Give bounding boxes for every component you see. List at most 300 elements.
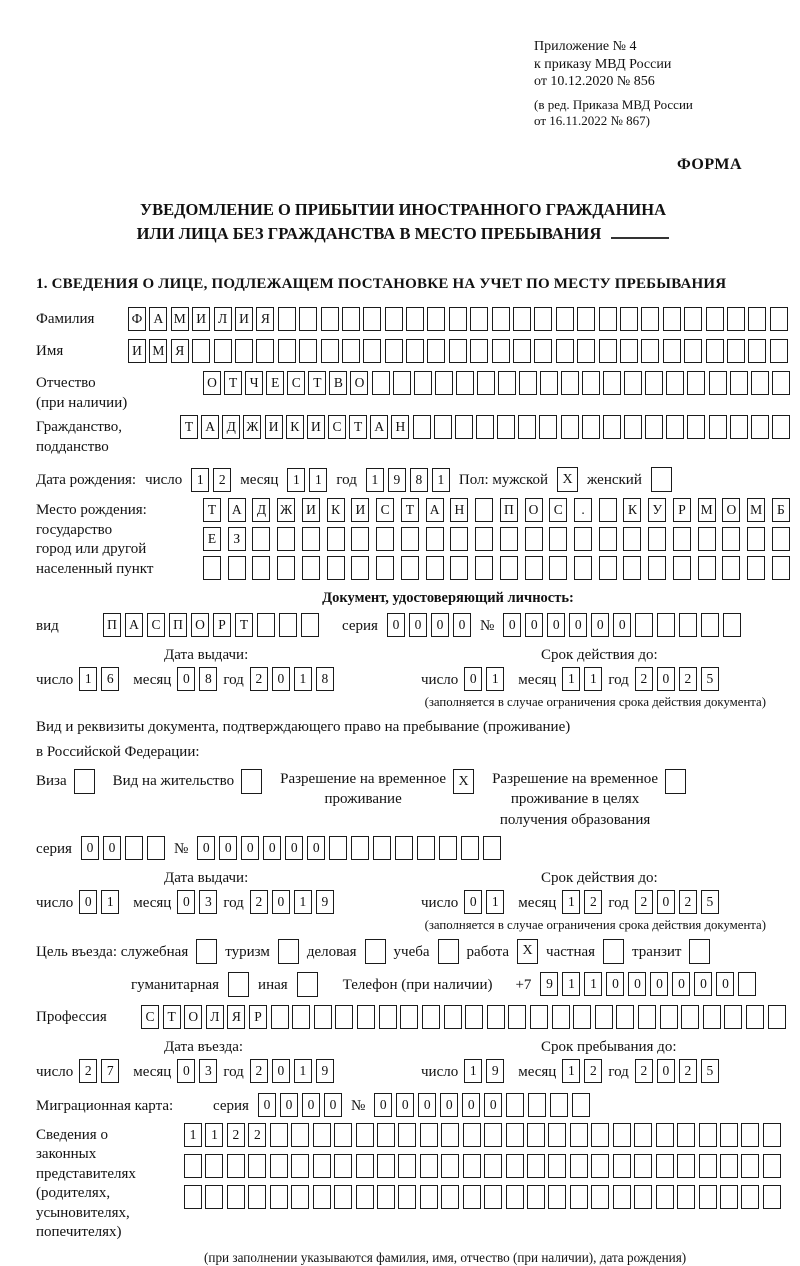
char-cell[interactable] — [747, 556, 765, 580]
char-cell[interactable] — [373, 836, 391, 860]
char-cell[interactable] — [292, 1005, 310, 1029]
char-cell[interactable]: Е — [203, 527, 221, 551]
char-cell[interactable] — [751, 371, 769, 395]
char-cell[interactable] — [376, 527, 394, 551]
char-cell[interactable] — [703, 1005, 721, 1029]
char-cell[interactable]: М — [747, 498, 765, 522]
char-cell[interactable] — [684, 307, 702, 331]
char-cell[interactable]: 2 — [584, 1059, 602, 1083]
char-cell[interactable] — [556, 307, 574, 331]
char-cell[interactable] — [334, 1154, 352, 1178]
char-cell[interactable] — [663, 339, 681, 363]
char-cell[interactable] — [301, 613, 319, 637]
char-cell[interactable] — [641, 307, 659, 331]
char-cell[interactable] — [465, 1005, 483, 1029]
char-cell[interactable] — [463, 1154, 481, 1178]
char-cell[interactable]: А — [149, 307, 167, 331]
char-cell[interactable] — [556, 339, 574, 363]
char-cell[interactable] — [677, 1185, 695, 1209]
char-cell[interactable]: К — [623, 498, 641, 522]
char-cell[interactable] — [351, 836, 369, 860]
char-cell[interactable] — [291, 1123, 309, 1147]
char-cell[interactable] — [484, 1185, 502, 1209]
char-cell[interactable] — [673, 527, 691, 551]
char-cell[interactable] — [530, 1005, 548, 1029]
char-cell[interactable]: 0 — [606, 972, 624, 996]
char-cell[interactable]: . — [574, 498, 592, 522]
char-cell[interactable] — [572, 1093, 590, 1117]
char-cell[interactable]: Р — [673, 498, 691, 522]
char-cell[interactable] — [356, 1123, 374, 1147]
char-cell[interactable] — [591, 1154, 609, 1178]
char-cell[interactable] — [763, 1185, 781, 1209]
gender-female-checkbox[interactable] — [651, 467, 672, 492]
char-cell[interactable] — [406, 307, 424, 331]
char-cell[interactable] — [434, 415, 452, 439]
char-cell[interactable] — [248, 1154, 266, 1178]
char-cell[interactable] — [634, 1154, 652, 1178]
char-cell[interactable] — [484, 1123, 502, 1147]
char-cell[interactable] — [278, 307, 296, 331]
char-cell[interactable] — [679, 613, 697, 637]
char-cell[interactable]: 0 — [657, 1059, 675, 1083]
char-cell[interactable] — [722, 527, 740, 551]
char-cell[interactable] — [483, 836, 501, 860]
char-cell[interactable] — [613, 1154, 631, 1178]
char-cell[interactable] — [666, 415, 684, 439]
char-cell[interactable] — [570, 1154, 588, 1178]
char-cell[interactable]: А — [426, 498, 444, 522]
char-cell[interactable] — [357, 1005, 375, 1029]
char-cell[interactable]: 6 — [101, 667, 119, 691]
char-cell[interactable] — [342, 339, 360, 363]
char-cell[interactable]: 0 — [672, 972, 690, 996]
char-cell[interactable]: 2 — [635, 667, 653, 691]
char-cell[interactable] — [613, 1123, 631, 1147]
char-cell[interactable] — [720, 1123, 738, 1147]
char-cell[interactable] — [525, 527, 543, 551]
char-cell[interactable]: 1 — [562, 1059, 580, 1083]
char-cell[interactable]: 2 — [679, 667, 697, 691]
char-cell[interactable] — [635, 613, 653, 637]
char-cell[interactable]: 1 — [432, 468, 450, 492]
char-cell[interactable] — [677, 1123, 695, 1147]
char-cell[interactable] — [741, 1154, 759, 1178]
char-cell[interactable] — [477, 371, 495, 395]
char-cell[interactable] — [724, 1005, 742, 1029]
char-cell[interactable] — [426, 556, 444, 580]
char-cell[interactable] — [398, 1185, 416, 1209]
char-cell[interactable]: И — [351, 498, 369, 522]
char-cell[interactable] — [582, 415, 600, 439]
char-cell[interactable]: 0 — [569, 613, 587, 637]
char-cell[interactable] — [595, 1005, 613, 1029]
char-cell[interactable] — [270, 1123, 288, 1147]
char-cell[interactable] — [701, 613, 719, 637]
char-cell[interactable] — [741, 1123, 759, 1147]
char-cell[interactable]: Л — [206, 1005, 224, 1029]
char-cell[interactable] — [203, 556, 221, 580]
char-cell[interactable] — [641, 339, 659, 363]
char-cell[interactable]: З — [228, 527, 246, 551]
char-cell[interactable] — [498, 371, 516, 395]
char-cell[interactable]: С — [147, 613, 165, 637]
char-cell[interactable]: 0 — [219, 836, 237, 860]
char-cell[interactable] — [487, 1005, 505, 1029]
char-cell[interactable] — [623, 527, 641, 551]
char-cell[interactable] — [709, 371, 727, 395]
char-cell[interactable] — [599, 527, 617, 551]
char-cell[interactable]: А — [370, 415, 388, 439]
char-cell[interactable] — [634, 1123, 652, 1147]
char-cell[interactable] — [398, 1123, 416, 1147]
char-cell[interactable]: 0 — [324, 1093, 342, 1117]
char-cell[interactable] — [770, 307, 788, 331]
char-cell[interactable]: 0 — [177, 667, 195, 691]
char-cell[interactable] — [722, 556, 740, 580]
char-cell[interactable] — [313, 1154, 331, 1178]
char-cell[interactable]: 0 — [272, 1059, 290, 1083]
char-cell[interactable]: 5 — [701, 890, 719, 914]
char-cell[interactable] — [321, 339, 339, 363]
visa-checkbox[interactable] — [74, 769, 95, 794]
char-cell[interactable] — [125, 836, 143, 860]
char-cell[interactable] — [657, 613, 675, 637]
char-cell[interactable] — [461, 836, 479, 860]
char-cell[interactable] — [356, 1185, 374, 1209]
char-cell[interactable] — [591, 1123, 609, 1147]
char-cell[interactable]: А — [125, 613, 143, 637]
char-cell[interactable]: 0 — [484, 1093, 502, 1117]
char-cell[interactable]: 1 — [464, 1059, 482, 1083]
char-cell[interactable] — [351, 527, 369, 551]
char-cell[interactable] — [401, 556, 419, 580]
char-cell[interactable] — [746, 1005, 764, 1029]
char-cell[interactable] — [475, 527, 493, 551]
char-cell[interactable] — [548, 1154, 566, 1178]
char-cell[interactable] — [699, 1185, 717, 1209]
char-cell[interactable] — [624, 371, 642, 395]
char-cell[interactable]: 1 — [562, 890, 580, 914]
char-cell[interactable] — [313, 1185, 331, 1209]
char-cell[interactable] — [227, 1154, 245, 1178]
char-cell[interactable]: Т — [235, 613, 253, 637]
char-cell[interactable] — [709, 415, 727, 439]
char-cell[interactable]: 0 — [525, 613, 543, 637]
char-cell[interactable]: С — [549, 498, 567, 522]
char-cell[interactable]: 0 — [285, 836, 303, 860]
char-cell[interactable] — [687, 415, 705, 439]
char-cell[interactable] — [699, 1154, 717, 1178]
char-cell[interactable]: С — [376, 498, 394, 522]
char-cell[interactable] — [351, 556, 369, 580]
char-cell[interactable] — [506, 1093, 524, 1117]
char-cell[interactable] — [299, 307, 317, 331]
char-cell[interactable] — [648, 527, 666, 551]
char-cell[interactable]: 0 — [547, 613, 565, 637]
char-cell[interactable] — [748, 307, 766, 331]
char-cell[interactable] — [475, 498, 493, 522]
char-cell[interactable] — [205, 1185, 223, 1209]
char-cell[interactable] — [723, 613, 741, 637]
char-cell[interactable] — [377, 1154, 395, 1178]
char-cell[interactable]: С — [141, 1005, 159, 1029]
char-cell[interactable]: 0 — [387, 613, 405, 637]
rvp-checkbox[interactable]: X — [453, 769, 474, 794]
char-cell[interactable] — [475, 556, 493, 580]
char-cell[interactable] — [270, 1154, 288, 1178]
char-cell[interactable]: Я — [256, 307, 274, 331]
char-cell[interactable]: К — [286, 415, 304, 439]
char-cell[interactable]: Н — [450, 498, 468, 522]
purpose-study-checkbox[interactable] — [438, 939, 459, 964]
char-cell[interactable] — [184, 1154, 202, 1178]
char-cell[interactable] — [321, 307, 339, 331]
char-cell[interactable] — [476, 415, 494, 439]
char-cell[interactable] — [427, 339, 445, 363]
char-cell[interactable] — [623, 556, 641, 580]
char-cell[interactable] — [313, 1123, 331, 1147]
char-cell[interactable] — [214, 339, 232, 363]
char-cell[interactable] — [730, 415, 748, 439]
char-cell[interactable] — [422, 1005, 440, 1029]
char-cell[interactable]: 1 — [101, 890, 119, 914]
char-cell[interactable] — [228, 556, 246, 580]
char-cell[interactable]: 2 — [635, 890, 653, 914]
char-cell[interactable] — [720, 1185, 738, 1209]
char-cell[interactable]: 0 — [694, 972, 712, 996]
char-cell[interactable]: О — [350, 371, 368, 395]
char-cell[interactable] — [656, 1185, 674, 1209]
char-cell[interactable]: 1 — [486, 890, 504, 914]
char-cell[interactable] — [599, 556, 617, 580]
char-cell[interactable] — [449, 307, 467, 331]
char-cell[interactable]: 9 — [388, 468, 406, 492]
char-cell[interactable] — [738, 972, 756, 996]
char-cell[interactable] — [772, 556, 790, 580]
char-cell[interactable]: Т — [203, 498, 221, 522]
char-cell[interactable] — [393, 371, 411, 395]
char-cell[interactable] — [561, 371, 579, 395]
char-cell[interactable] — [427, 307, 445, 331]
char-cell[interactable] — [730, 371, 748, 395]
char-cell[interactable]: И — [128, 339, 146, 363]
char-cell[interactable] — [638, 1005, 656, 1029]
char-cell[interactable]: 1 — [309, 468, 327, 492]
char-cell[interactable] — [624, 415, 642, 439]
char-cell[interactable]: 2 — [679, 890, 697, 914]
char-cell[interactable]: 0 — [81, 836, 99, 860]
char-cell[interactable] — [376, 556, 394, 580]
char-cell[interactable] — [147, 836, 165, 860]
char-cell[interactable] — [385, 339, 403, 363]
char-cell[interactable]: 3 — [199, 890, 217, 914]
char-cell[interactable] — [248, 1185, 266, 1209]
purpose-business-checkbox[interactable] — [365, 939, 386, 964]
char-cell[interactable]: 0 — [628, 972, 646, 996]
char-cell[interactable]: 0 — [440, 1093, 458, 1117]
char-cell[interactable] — [302, 527, 320, 551]
char-cell[interactable]: И — [265, 415, 283, 439]
char-cell[interactable] — [666, 371, 684, 395]
char-cell[interactable] — [525, 556, 543, 580]
char-cell[interactable]: 8 — [199, 667, 217, 691]
char-cell[interactable] — [513, 339, 531, 363]
char-cell[interactable] — [768, 1005, 786, 1029]
char-cell[interactable]: Н — [391, 415, 409, 439]
char-cell[interactable] — [377, 1123, 395, 1147]
char-cell[interactable] — [698, 527, 716, 551]
char-cell[interactable]: 0 — [280, 1093, 298, 1117]
char-cell[interactable]: И — [302, 498, 320, 522]
char-cell[interactable]: Т — [224, 371, 242, 395]
char-cell[interactable] — [527, 1185, 545, 1209]
char-cell[interactable]: 0 — [453, 613, 471, 637]
char-cell[interactable] — [539, 415, 557, 439]
char-cell[interactable] — [227, 1185, 245, 1209]
purpose-tourism-checkbox[interactable] — [278, 939, 299, 964]
char-cell[interactable]: 2 — [248, 1123, 266, 1147]
char-cell[interactable] — [663, 307, 681, 331]
char-cell[interactable] — [279, 613, 297, 637]
char-cell[interactable] — [706, 307, 724, 331]
char-cell[interactable]: 0 — [177, 890, 195, 914]
char-cell[interactable]: Т — [349, 415, 367, 439]
purpose-private-checkbox[interactable] — [603, 939, 624, 964]
char-cell[interactable] — [772, 371, 790, 395]
char-cell[interactable]: Т — [180, 415, 198, 439]
char-cell[interactable]: Д — [222, 415, 240, 439]
char-cell[interactable] — [660, 1005, 678, 1029]
char-cell[interactable] — [648, 556, 666, 580]
char-cell[interactable]: 9 — [540, 972, 558, 996]
purpose-business-official-checkbox[interactable] — [196, 939, 217, 964]
char-cell[interactable]: Ж — [277, 498, 295, 522]
char-cell[interactable] — [500, 556, 518, 580]
char-cell[interactable]: В — [329, 371, 347, 395]
char-cell[interactable] — [334, 1185, 352, 1209]
char-cell[interactable] — [463, 1185, 481, 1209]
char-cell[interactable] — [506, 1154, 524, 1178]
char-cell[interactable] — [741, 1185, 759, 1209]
gender-male-checkbox[interactable]: X — [557, 467, 578, 492]
char-cell[interactable]: 0 — [396, 1093, 414, 1117]
char-cell[interactable] — [413, 415, 431, 439]
char-cell[interactable]: 2 — [679, 1059, 697, 1083]
char-cell[interactable] — [684, 339, 702, 363]
char-cell[interactable] — [420, 1154, 438, 1178]
char-cell[interactable] — [257, 613, 275, 637]
char-cell[interactable]: П — [500, 498, 518, 522]
char-cell[interactable]: 1 — [294, 890, 312, 914]
char-cell[interactable] — [500, 527, 518, 551]
purpose-work-checkbox[interactable]: X — [517, 939, 538, 964]
char-cell[interactable] — [656, 1123, 674, 1147]
char-cell[interactable] — [616, 1005, 634, 1029]
char-cell[interactable]: Б — [772, 498, 790, 522]
char-cell[interactable] — [548, 1123, 566, 1147]
char-cell[interactable]: 0 — [613, 613, 631, 637]
residence-permit-checkbox[interactable] — [241, 769, 262, 794]
char-cell[interactable]: 2 — [250, 667, 268, 691]
char-cell[interactable] — [677, 1154, 695, 1178]
char-cell[interactable] — [747, 527, 765, 551]
char-cell[interactable]: У — [648, 498, 666, 522]
char-cell[interactable]: 1 — [584, 972, 602, 996]
char-cell[interactable]: 8 — [410, 468, 428, 492]
char-cell[interactable] — [439, 836, 457, 860]
char-cell[interactable] — [751, 415, 769, 439]
char-cell[interactable] — [277, 527, 295, 551]
char-cell[interactable]: М — [698, 498, 716, 522]
char-cell[interactable] — [727, 307, 745, 331]
char-cell[interactable] — [506, 1123, 524, 1147]
char-cell[interactable] — [385, 307, 403, 331]
char-cell[interactable] — [420, 1185, 438, 1209]
char-cell[interactable] — [534, 339, 552, 363]
char-cell[interactable] — [395, 836, 413, 860]
char-cell[interactable]: 1 — [562, 667, 580, 691]
char-cell[interactable] — [463, 1123, 481, 1147]
char-cell[interactable] — [561, 415, 579, 439]
char-cell[interactable] — [252, 556, 270, 580]
char-cell[interactable]: 0 — [307, 836, 325, 860]
char-cell[interactable] — [673, 556, 691, 580]
char-cell[interactable] — [699, 1123, 717, 1147]
char-cell[interactable] — [540, 371, 558, 395]
char-cell[interactable] — [235, 339, 253, 363]
char-cell[interactable]: 0 — [177, 1059, 195, 1083]
char-cell[interactable] — [570, 1123, 588, 1147]
char-cell[interactable] — [620, 339, 638, 363]
char-cell[interactable] — [184, 1185, 202, 1209]
char-cell[interactable]: 0 — [79, 890, 97, 914]
char-cell[interactable]: 3 — [199, 1059, 217, 1083]
char-cell[interactable]: И — [192, 307, 210, 331]
char-cell[interactable]: Т — [401, 498, 419, 522]
char-cell[interactable]: Т — [163, 1005, 181, 1029]
char-cell[interactable]: 0 — [258, 1093, 276, 1117]
char-cell[interactable]: 7 — [101, 1059, 119, 1083]
char-cell[interactable] — [534, 307, 552, 331]
char-cell[interactable] — [420, 1123, 438, 1147]
char-cell[interactable] — [406, 339, 424, 363]
char-cell[interactable] — [252, 527, 270, 551]
char-cell[interactable]: Р — [249, 1005, 267, 1029]
char-cell[interactable]: 9 — [316, 1059, 334, 1083]
char-cell[interactable] — [687, 371, 705, 395]
char-cell[interactable] — [441, 1154, 459, 1178]
char-cell[interactable] — [291, 1154, 309, 1178]
char-cell[interactable] — [552, 1005, 570, 1029]
char-cell[interactable] — [527, 1154, 545, 1178]
char-cell[interactable] — [356, 1154, 374, 1178]
char-cell[interactable] — [334, 1123, 352, 1147]
char-cell[interactable]: Е — [266, 371, 284, 395]
char-cell[interactable]: 2 — [213, 468, 231, 492]
char-cell[interactable] — [548, 1185, 566, 1209]
char-cell[interactable] — [484, 1154, 502, 1178]
char-cell[interactable] — [299, 339, 317, 363]
char-cell[interactable]: М — [149, 339, 167, 363]
char-cell[interactable]: 0 — [650, 972, 668, 996]
char-cell[interactable]: И — [307, 415, 325, 439]
char-cell[interactable] — [656, 1154, 674, 1178]
char-cell[interactable] — [441, 1185, 459, 1209]
char-cell[interactable] — [706, 339, 724, 363]
char-cell[interactable]: К — [327, 498, 345, 522]
char-cell[interactable] — [414, 371, 432, 395]
